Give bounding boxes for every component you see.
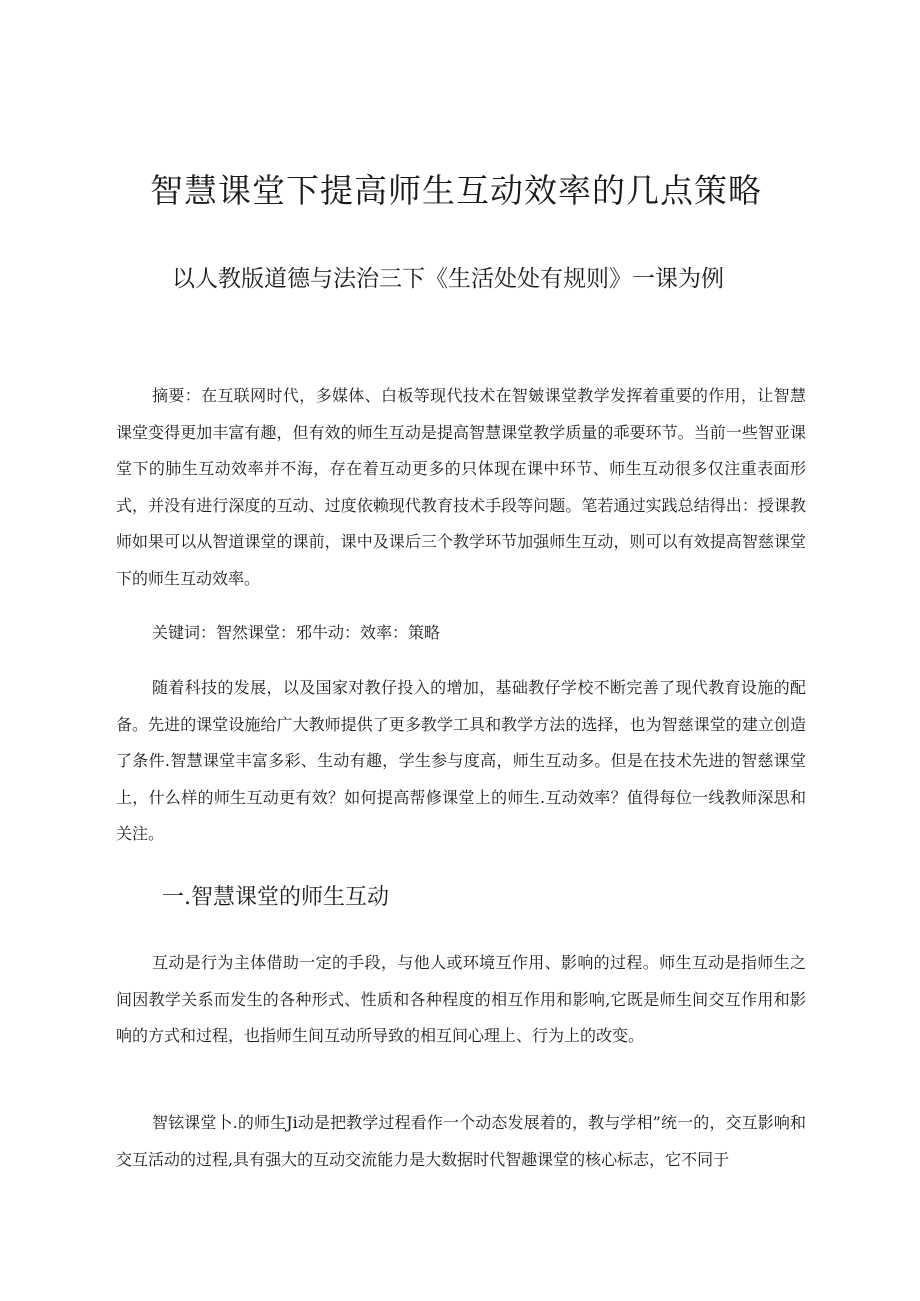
- intro-paragraph: 随着科技的发展，以及国家对教仔投入的增加，基础教仔学校不断完善了现代教育设施的配备。先进的课堂设施给广大教师提供了更多教学工具和教学方法的选择，也为智慈课堂的建立创造了条件.智慧课堂丰富多彩、生动有趣，学生参与度高，师生互动多。但是在技术先进的智慈课堂上，什么样的师生互动更有效？如何提高帮修课堂上的师生.互动效率？值得每位一线教师深思和关注。: [116, 678, 806, 843]
- document-title: 智慧课堂下提高师生互动效率的几点策略: [150, 171, 762, 210]
- document-subtitle: 以人教版道德与法治三下《生活处处有规则》一课为例: [172, 266, 724, 292]
- section1-paragraph-2: 智铉课堂卜.的师生Ji动是把教学过程看作一个动态发展着的，教与学相”统一的，交互影响和交互活动的过程,具有强大的互动交流能力是大数据时代智趣课堂的核心标志，它不同于: [116, 1113, 806, 1169]
- section1-paragraph-1: 互动是行为主体借助一定的手段，与他人或环境互作用、影响的过程。师生互动是指师生之间因教学关系而发生的各种形式、性质和各种程度的相互作用和影响,它既是师生间交互作用和影响的方式和过程，也指师生间互动所导致的相互间心理上、行为上的改变。: [116, 953, 806, 1045]
- keywords-line: 关键词：智然课堂：邪牛动：效率：策略: [152, 623, 441, 642]
- section-heading-1: 一.智慧课堂的师生互动: [162, 885, 389, 910]
- abstract-paragraph: 摘要：在互联网时代，多媒体、白板等现代技术在智皴课堂教学发挥着重要的作用，让智慧课堂变得更加丰富有趣，但有效的师生互动是提高智慧课堂教学质量的乖要环节。当前一些智亚课堂下的肺生互动效率并不海，存在着互动更多的只体现在课中环节、师生互动很多仅注重表面形式，并没有进行深度的互动、过度依赖现代教育技术手段等问题。笔若通过实践总结得出：授课教师如果可以从智道课堂的课前，课中及课后三个教学环节加强师生互动，则可以有效提高智慈课堂下的师生互动效率。: [116, 386, 806, 588]
